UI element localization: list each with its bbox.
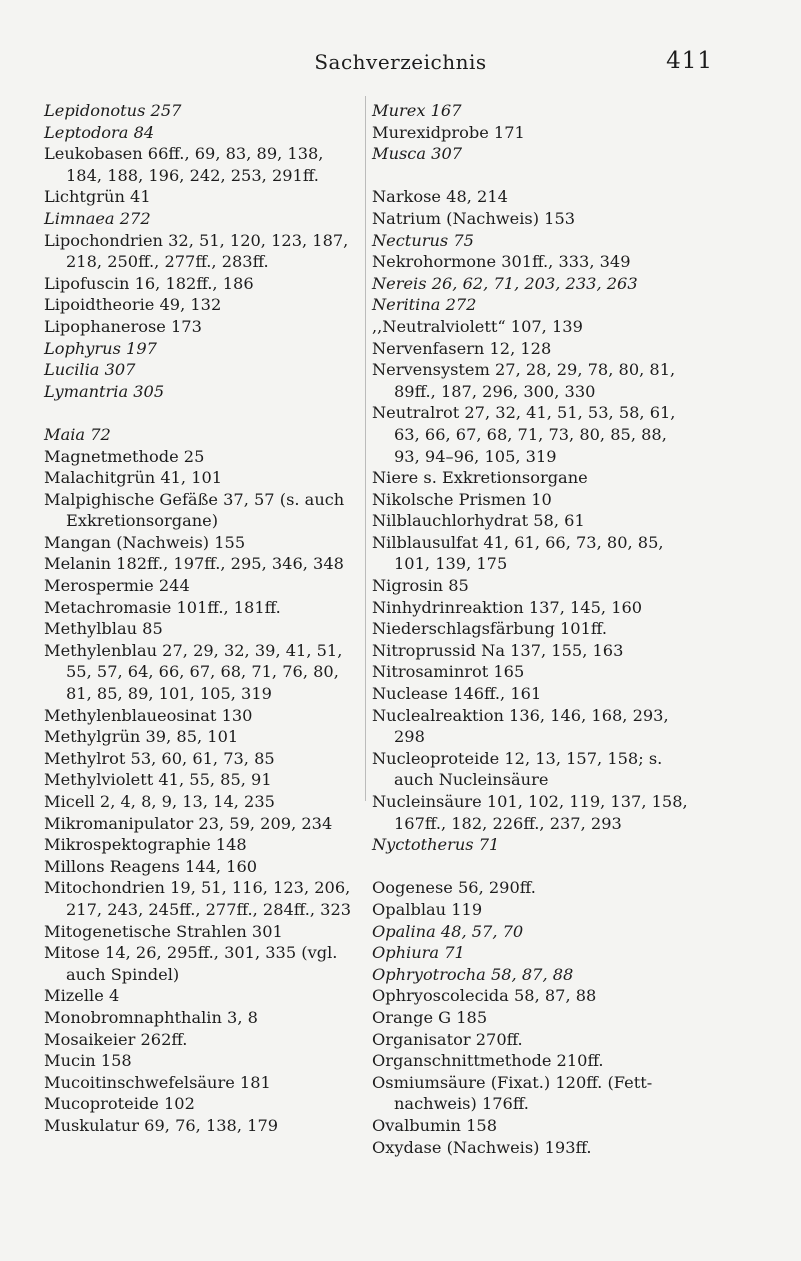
index-entry: Lichtgrün 41 <box>44 187 151 207</box>
index-entry: Mikrospektographie 148 <box>44 835 247 855</box>
index-entry: Nitrosaminrot 165 <box>372 662 525 682</box>
index-entry: Mitose 14, 26, 295ff., 301, 335 (vgl. auch Spindel) <box>44 943 338 984</box>
index-entry: Lophyrus 197 <box>44 338 157 358</box>
index-entry: Maia 72 <box>44 424 111 444</box>
index-entry: Mucoproteide 102 <box>44 1094 195 1114</box>
index-entry: Orange G 185 <box>372 1007 488 1027</box>
index-entry: Murex 167 <box>372 101 462 120</box>
index-entry: Mangan (Nachweis) 155 <box>44 532 246 552</box>
index-entry: Monobromnaphthalin 3, 8 <box>44 1007 258 1027</box>
index-entry: Opalina 48, 57, 70 <box>372 921 524 941</box>
index-entry: Nuclealreaktion 136, 146, 168, 293, 298 <box>372 705 669 747</box>
index-entry: Lipochondrien 32, 51, 120, 123, 187, 218, 250ff., 277ff., 283ff. <box>44 230 349 272</box>
index-entry: Methylgrün 39, 85, 101 <box>44 727 239 747</box>
index-column-right <box>372 100 692 1158</box>
index-entry: Micell 2, 4, 8, 9, 13, 14, 235 <box>44 792 275 811</box>
index-entry: Ovalbumin 158 <box>372 1115 498 1135</box>
index-entry: Neutralrot 27, 32, 41, 51, 53, 58, 61, 63, 66, 67, 68, 71, 73, 80, 85, 88, 93, 94–96, 105, 319 <box>372 403 676 466</box>
section-gap <box>44 402 364 424</box>
index-entry: Oogenese 56, 290ff. <box>372 878 536 898</box>
index-entry: Natrium (Nachweis) 153 <box>372 208 576 228</box>
index-entry: Niere s. Exkretionsorgane <box>372 468 588 488</box>
section-gap <box>372 856 692 878</box>
index-entry: Muskulatur 69, 76, 138, 179 <box>44 1115 279 1135</box>
index-entry: Methylenblau 27, 29, 32, 39, 41, 51, 55, 57, 64, 66, 67, 68, 71, 76, 80, 81, 85, 89, 101, 105, 319 <box>44 640 343 704</box>
index-entry: Mitochondrien 19, 51, 116, 123, 206, 217, 243, 245ff., 277ff., 284ff., 323 <box>44 878 352 919</box>
index-entry: Nervenfasern 12, 128 <box>372 338 552 358</box>
index-entry: Mucin 158 <box>44 1051 132 1071</box>
index-entry: Nilblausulfat 41, 61, 66, 73, 80, 85, 101, 139, 175 <box>372 532 664 574</box>
index-entry: Melanin 182ff., 197ff., 295, 346, 348 <box>44 554 344 574</box>
index-entry: Oxydase (Nachweis) 193ff. <box>372 1137 592 1157</box>
index-entry: Organschnittmethode 210ff. <box>372 1051 604 1071</box>
index-entry: Limnaea 272 <box>44 208 151 228</box>
index-entry: Lucilia 307 <box>44 360 136 380</box>
index-entry: Nyctotherus 71 <box>372 835 500 855</box>
index-entry: Lepidonotus 257 <box>44 101 182 120</box>
index-entry: Murexidprobe 171 <box>372 122 525 142</box>
index-entry: Leptodora 84 <box>44 122 155 142</box>
index-entry: Osmiumsäure (Fixat.) 120ff. (Fett-nachweis) 176ff. <box>372 1072 653 1114</box>
index-entry: Nekrohormone 301ff., 333, 349 <box>372 252 631 272</box>
page-number: 411 <box>666 48 713 74</box>
index-entry: Ophiura 71 <box>372 943 465 963</box>
index-entry: Malachitgrün 41, 101 <box>44 468 223 488</box>
index-entry: Malpighische Gefäße 37, 57 (s. auch Exkretionsorgane) <box>44 489 345 531</box>
index-entry: Ninhydrinreaktion 137, 145, 160 <box>372 597 643 617</box>
section-gap <box>372 165 692 187</box>
index-entry: Nilblauchlorhydrat 58, 61 <box>372 511 585 531</box>
index-entry: Lipoidtheorie 49, 132 <box>44 295 222 315</box>
page-title: Sachverzeichnis <box>314 50 487 74</box>
index-entry: Lymantria 305 <box>44 381 165 401</box>
index-entry: Nucleoproteide 12, 13, 157, 158; s. auch Nucleinsäure <box>372 748 663 790</box>
index-entry: Ophryoscolecida 58, 87, 88 <box>372 986 597 1006</box>
index-entry: Methylenblaueosinat 130 <box>44 705 253 725</box>
index-entry: Mucoitinschwefelsäure 181 <box>44 1072 271 1092</box>
index-entry: Mizelle 4 <box>44 986 120 1006</box>
index-entry: Neritina 272 <box>372 295 477 315</box>
index-entry: Nereis 26, 62, 71, 203, 233, 263 <box>372 273 638 293</box>
index-entry: Leukobasen 66ff., 69, 83, 89, 138, 184, 188, 196, 242, 253, 291ff. <box>44 144 324 185</box>
index-entry: Organisator 270ff. <box>372 1029 523 1049</box>
index-entry: Nikolsche Prismen 10 <box>372 489 552 509</box>
index-entry: Mosaikeier 262ff. <box>44 1029 188 1049</box>
index-entry: Merospermie 244 <box>44 576 190 596</box>
index-entry: Lipofuscin 16, 182ff., 186 <box>44 273 254 293</box>
index-entry: Nuclease 146ff., 161 <box>372 684 542 704</box>
index-entry: Nigrosin 85 <box>372 576 469 596</box>
index-entry: Necturus 75 <box>372 230 474 250</box>
column-divider <box>365 96 366 801</box>
index-entry: Lipophanerose 173 <box>44 316 202 336</box>
index-entry: ,,Neutralviolett“ 107, 139 <box>372 316 583 336</box>
index-entry: Magnetmethode 25 <box>44 446 205 466</box>
index-entry: Nitroprussid Na 137, 155, 163 <box>372 640 624 660</box>
index-entry: Nervensystem 27, 28, 29, 78, 80, 81, 89ff., 187, 296, 300, 330 <box>372 360 676 401</box>
index-entry: Mitogenetische Strahlen 301 <box>44 921 283 941</box>
index-entry: Methylrot 53, 60, 61, 73, 85 <box>44 748 275 768</box>
index-column-left <box>44 100 364 1137</box>
page-header <box>0 44 801 84</box>
index-entry: Mikromanipulator 23, 59, 209, 234 <box>44 813 333 833</box>
index-entry: Methylblau 85 <box>44 619 163 639</box>
index-entry: Opalblau 119 <box>372 899 483 919</box>
index-entry: Ophryotrocha 58, 87, 88 <box>372 964 574 984</box>
index-entry: Nucleinsäure 101, 102, 119, 137, 158, 167ff., 182, 226ff., 237, 293 <box>372 792 688 833</box>
index-entry: Narkose 48, 214 <box>372 187 508 207</box>
index-entry: Metachromasie 101ff., 181ff. <box>44 597 281 617</box>
index-entry: Niederschlagsfärbung 101ff. <box>372 619 607 639</box>
index-entry: Musca 307 <box>372 144 463 164</box>
index-entry: Millons Reagens 144, 160 <box>44 856 258 876</box>
index-entry: Methylviolett 41, 55, 85, 91 <box>44 770 272 790</box>
